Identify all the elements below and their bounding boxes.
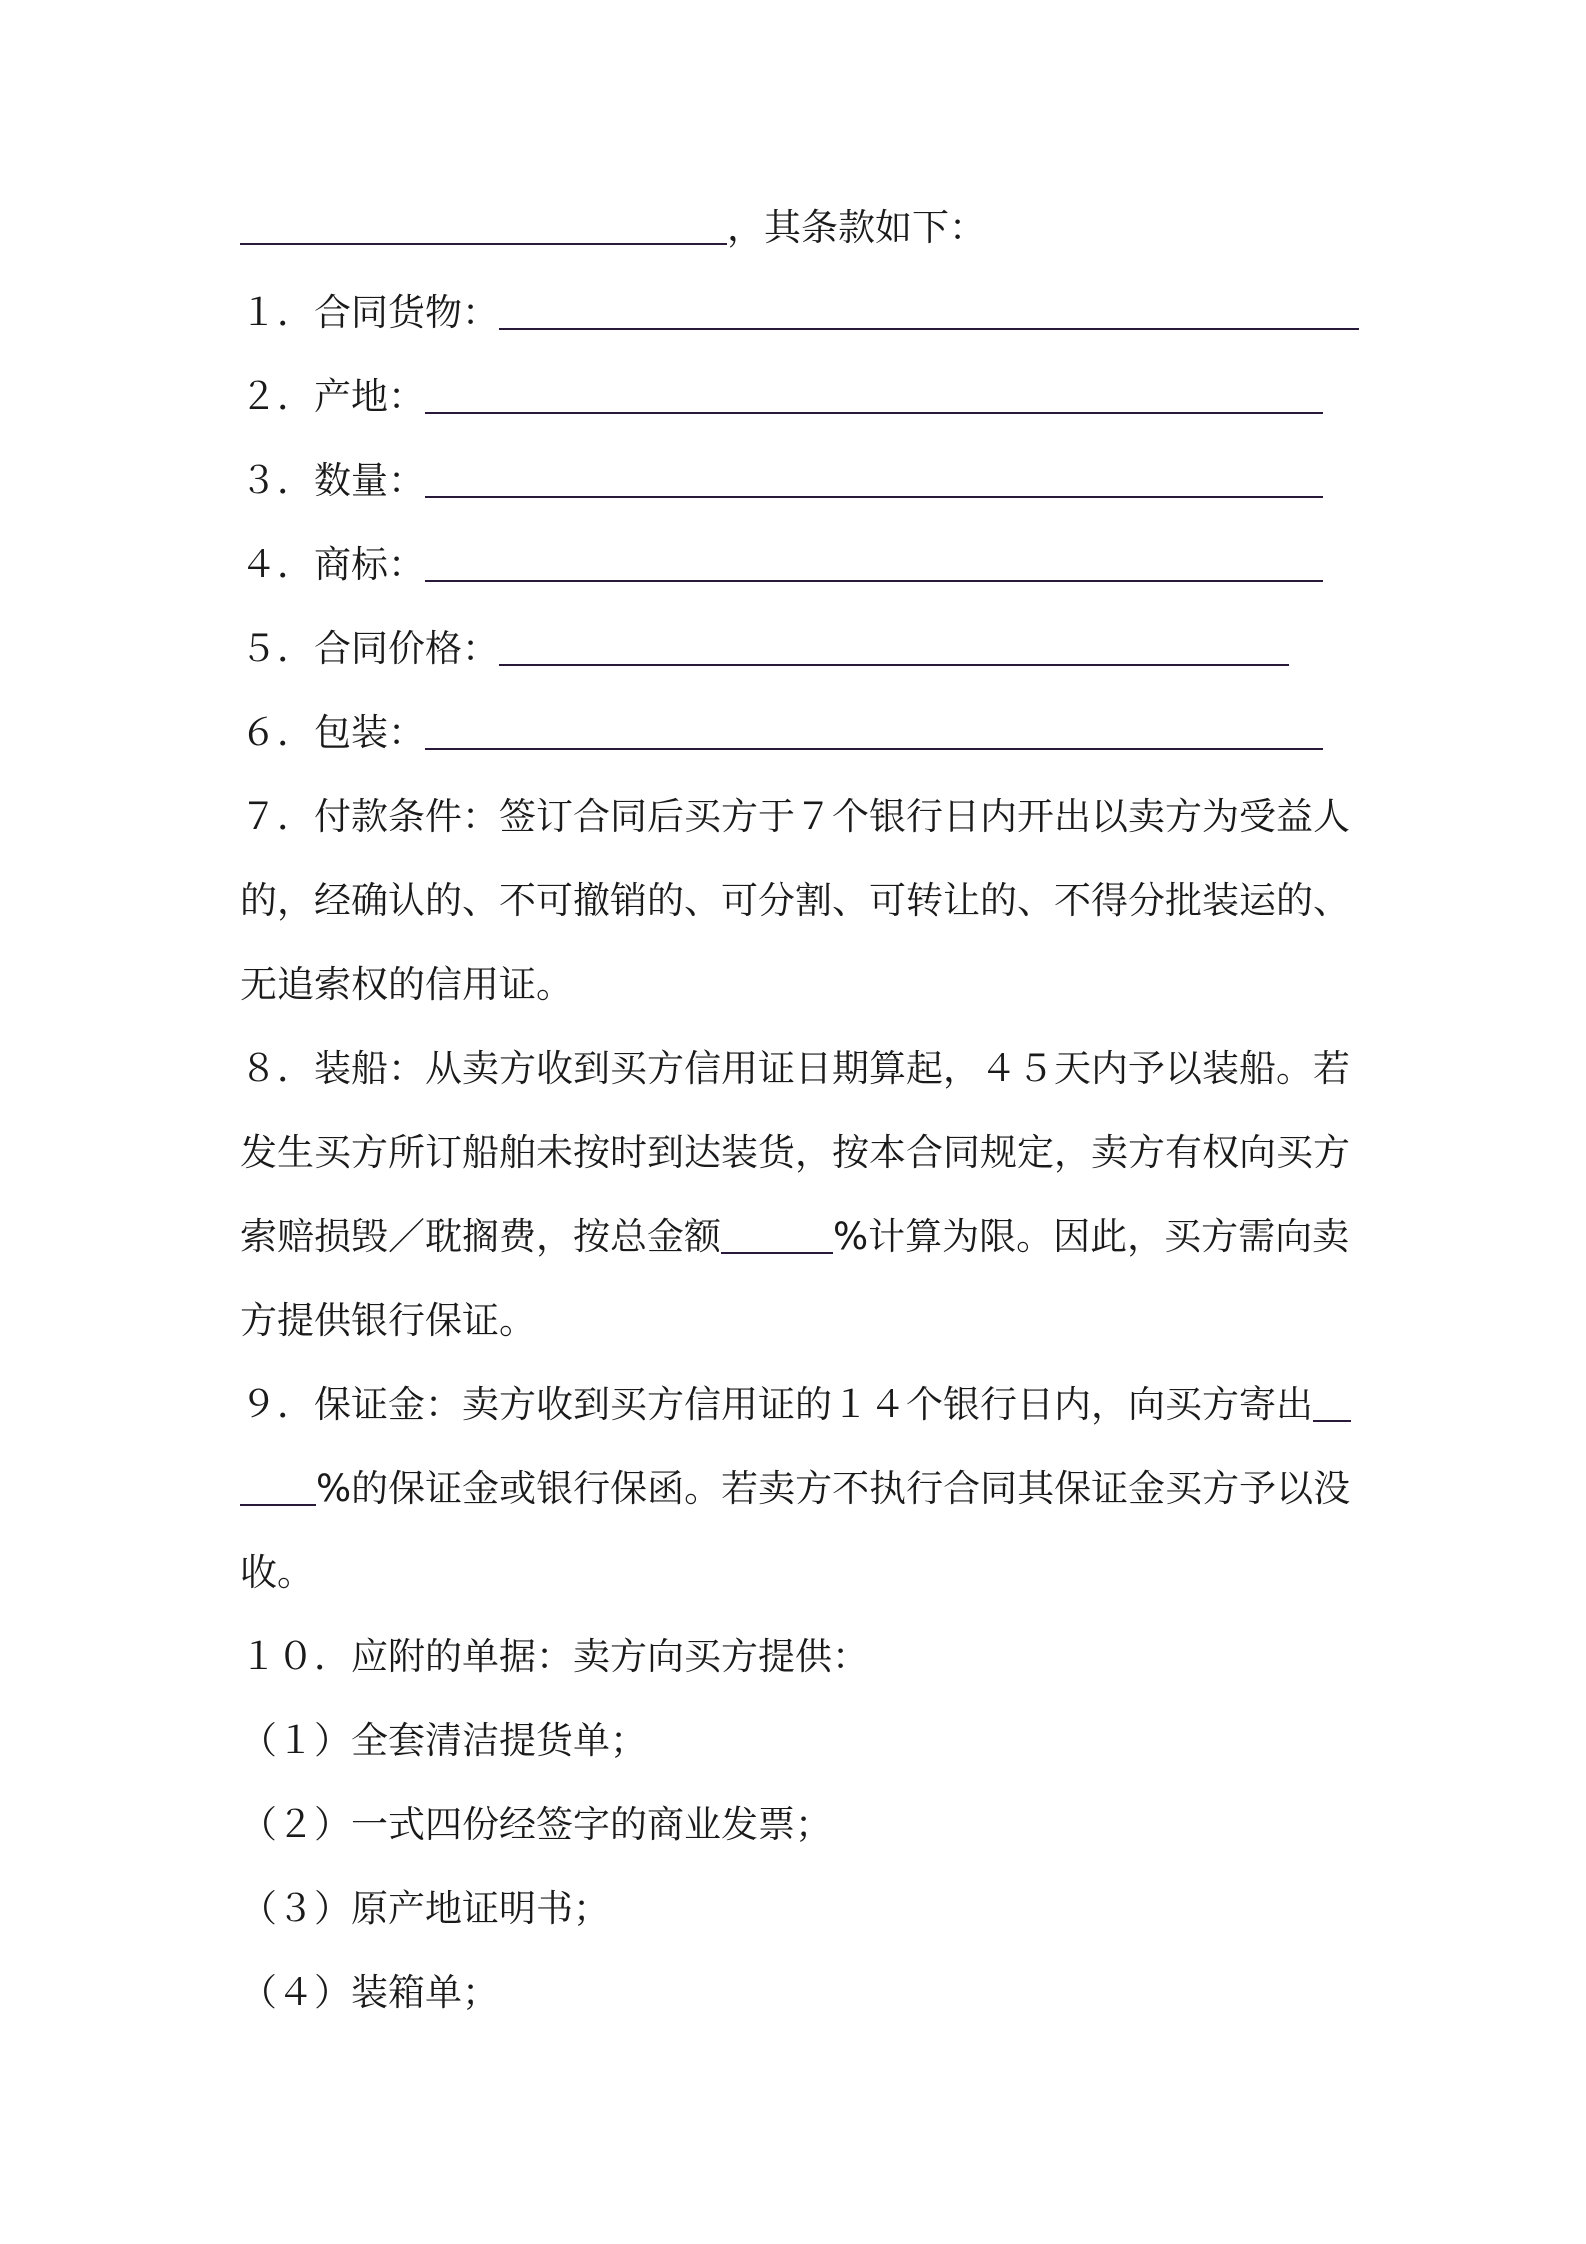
origin-label: ２．产地： [240, 375, 425, 418]
shipment-text-a: 索赔损毁／耽搁费，按总金额 [240, 1215, 721, 1258]
deposit-text-2: %的保证金或银行保函。若卖方不执行合同其保证金买方予以没 [316, 1467, 1351, 1510]
trademark-blank [425, 540, 1323, 582]
item-goods [240, 288, 1359, 338]
deposit-blank-a [1313, 1380, 1351, 1422]
payment-line-3: 无追索权的信用证。 [240, 963, 573, 1006]
payment-line-2: 的，经确认的、不可撤销的、可分割、可转让的、不得分批装运的、 [240, 879, 1350, 922]
deposit-text-1: ９．保证金：卖方收到买方信用证的１４个银行日内，向买方寄出 [240, 1383, 1313, 1426]
documents-heading: １０．应附的单据：卖方向买方提供： [240, 1635, 869, 1678]
item-origin [240, 372, 1323, 422]
percent-blank [721, 1212, 833, 1254]
shipment-line-2: 发生买方所订船舶未按时到达装货，按本合同规定，卖方有权向买方 [240, 1131, 1350, 1174]
blank-field [240, 203, 727, 245]
quantity-label: ３．数量： [240, 459, 425, 502]
packing-label: ６．包装： [240, 711, 425, 754]
intro-line [240, 203, 986, 253]
origin-blank [425, 372, 1323, 414]
document-item: （３）原产地证明书； [240, 1887, 610, 1930]
shipment-text-b: %计算为限。因此，买方需向卖 [833, 1215, 1350, 1258]
deposit-blank-b [240, 1464, 316, 1506]
item-quantity [240, 456, 1323, 506]
shipment-line-4: 方提供银行保证。 [240, 1299, 536, 1342]
trademark-label: ４．商标： [240, 543, 425, 586]
document-item: （４）装箱单； [240, 1971, 499, 2014]
packing-blank [425, 708, 1323, 750]
item-price [240, 624, 1289, 674]
goods-label: １．合同货物： [240, 291, 499, 334]
payment-line-1: ７．付款条件：签订合同后买方于７个银行日内开出以卖方为受益人 [240, 795, 1350, 838]
document-item: （１）全套清洁提货单； [240, 1719, 647, 1762]
shipment-line-1: ８．装船：从卖方收到买方信用证日期算起，４５天内予以装船。若 [240, 1047, 1350, 1090]
item-trademark [240, 540, 1323, 590]
item-packing [240, 708, 1323, 758]
intro-text: ，其条款如下： [727, 206, 986, 249]
shipment-line-3 [240, 1212, 1349, 1262]
deposit-line-2 [240, 1464, 1350, 1514]
price-blank [499, 624, 1289, 666]
document-item: （２）一式四份经签字的商业发票； [240, 1803, 832, 1846]
goods-blank [499, 288, 1359, 330]
deposit-line-3: 收。 [240, 1551, 314, 1594]
quantity-blank [425, 456, 1323, 498]
price-label: ５．合同价格： [240, 627, 499, 670]
deposit-line-1 [240, 1380, 1351, 1430]
